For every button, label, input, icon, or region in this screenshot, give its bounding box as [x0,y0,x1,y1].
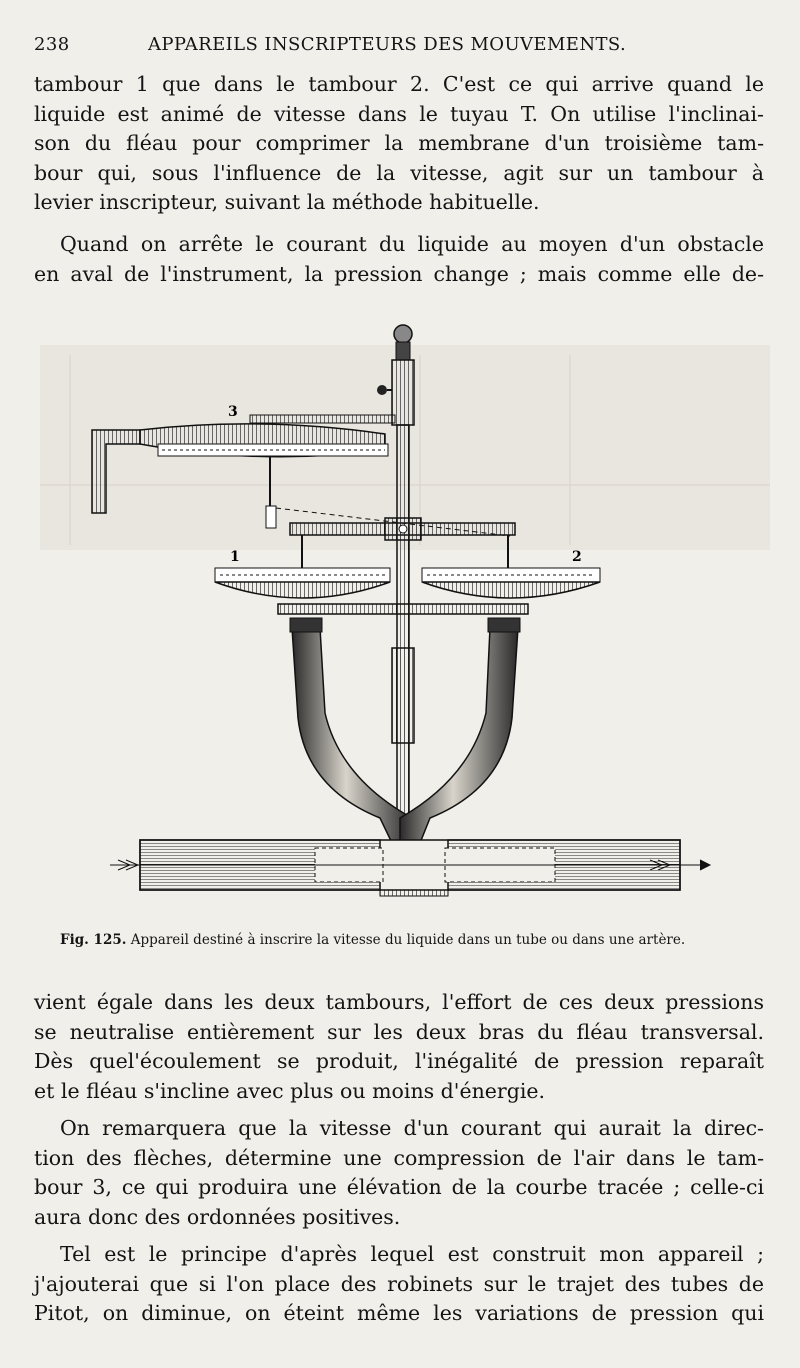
paragraph-continuation [34,70,764,218]
running-header [34,34,754,60]
text-line: Pitot, on diminue, on éteint même les variations de pression qui [34,1301,764,1326]
tambour-3 [92,415,395,528]
text-line: Dès quel'écoulement se produit, l'inégalité de pression reparaît [34,1049,764,1074]
text-line: se neutralise entièrement sur les deux bras du fléau transversal. [34,1019,764,1044]
label-tambour-3: 3 [228,404,238,420]
text-line: bour 3, ce qui produira une élévation de la courbe tracée ; celle-ci [34,1175,764,1200]
text-line: Tel est le principe d'après lequel est construit mon appareil ; [60,1242,764,1266]
paragraph-quand [34,230,764,289]
text-line: tion des flèches, détermine une compression de l'air dans le tam- [34,1145,764,1170]
text-line: levier inscripteur, suivant la méthode habituelle. [34,190,540,215]
figure-caption-text: Appareil destiné à inscrire la vitesse du liquide dans un tube ou dans une artère. [130,932,686,948]
paragraph-vient [34,988,764,1106]
tambour-1 [215,568,390,598]
text-line: aura donc des ordonnées positives. [34,1204,401,1229]
balance-beam [276,508,515,568]
text-line: j'ajouterai que si l'on place des robinets sur le trajet des tubes de [34,1271,764,1296]
text-line: liquide est animé de vitesse dans le tuyau T. On utilise l'inclinai- [34,101,764,126]
figure-caption [60,932,760,948]
label-tambour-1: 1 [230,549,240,565]
tambour-2 [422,568,600,598]
text-line: bour qui, sous l'influence de la vitesse, agit sur un tambour à [34,160,764,185]
label-tambour-2: 2 [572,549,582,565]
running-title: APPAREILS INSCRIPTEURS DES MOUVEMENTS. [148,34,627,55]
support-bar [278,604,528,614]
horizontal-tube [110,840,710,896]
text-line: et le fléau s'incline avec plus ou moins d'énergie. [34,1078,546,1103]
apparatus-figure [40,318,770,923]
text-line: On remarquera que la vitesse d'un courant qui aurait la direc- [60,1116,764,1140]
figure-number: Fig. 125. [60,932,127,948]
text-line: son du fléau pour comprimer la membrane d'un troisième tam- [34,131,764,156]
text-line: vient égale dans les deux tambours, l'effort de ces deux pressions [34,990,764,1014]
text-line: tambour 1 que dans le tambour 2. C'est ce qui arrive quand le [34,72,764,96]
text-line: en aval de l'instrument, la pression change ; mais comme elle de- [34,261,764,286]
paragraph-remarquera [34,1114,764,1232]
page-number: 238 [34,34,70,55]
text-line: Quand on arrête le courant du liquide au moyen d'un obstacle [60,232,764,256]
paragraph-principe [34,1240,764,1329]
